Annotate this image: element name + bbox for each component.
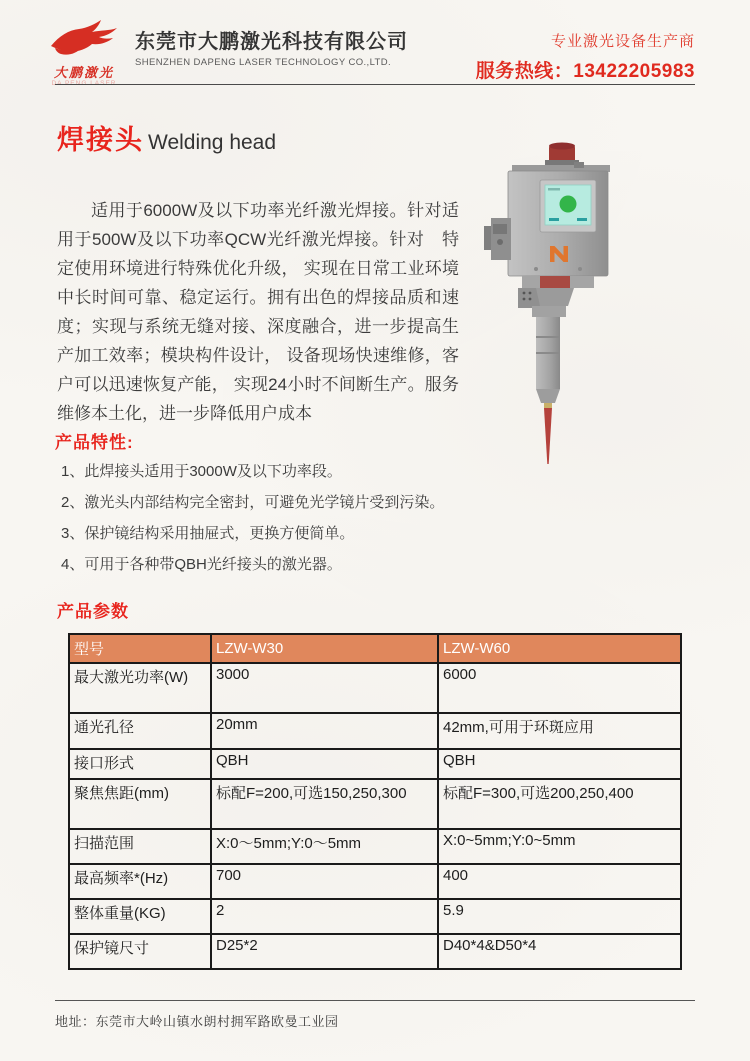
- welding-head-product-image: [470, 140, 670, 470]
- company-logo: [45, 20, 123, 88]
- table-row: [69, 779, 681, 829]
- table-cell: 3000: [211, 663, 438, 713]
- tagline: 专业激光设备生产商: [550, 33, 695, 50]
- table-cell: 20mm: [211, 713, 438, 749]
- red-band: [540, 276, 570, 288]
- eagle-logo-icon: [49, 20, 119, 60]
- table-header-cell: LZW-W60: [438, 634, 681, 663]
- feature-item: 1、此焊接头适用于3000W及以下功率段。: [61, 463, 342, 480]
- table-cell: 标配F=200,可选150,250,300: [211, 779, 438, 829]
- table-cell: 聚焦焦距(mm): [69, 779, 211, 829]
- table-cell: 42mm,可用于环斑应用: [438, 713, 681, 749]
- table-header-cell: 型号: [69, 634, 211, 663]
- company-name-cn: 东莞市大鹏激光科技有限公司: [135, 31, 408, 53]
- table-cell: 最高频率*(Hz): [69, 864, 211, 899]
- table-cell: 5.9: [438, 899, 681, 934]
- features-list: [55, 463, 485, 574]
- table-row: [69, 899, 681, 934]
- table-header-cell: LZW-W30: [211, 634, 438, 663]
- table-cell: 接口形式: [69, 749, 211, 779]
- header: [45, 18, 695, 88]
- feature-item: 4、可用于各种带QBH光纤接头的激光器。: [61, 556, 342, 573]
- table-cell: 扫描范围: [69, 829, 211, 864]
- header-divider: [55, 84, 695, 85]
- table-cell: 保护镜尺寸: [69, 934, 211, 969]
- service-hotline: [476, 56, 695, 83]
- table-cell: D25*2: [211, 934, 438, 969]
- table-cell: 2: [211, 899, 438, 934]
- table-cell: 标配F=300,可选200,250,400: [438, 779, 681, 829]
- table-row: [69, 663, 681, 713]
- company-name-block: [135, 30, 408, 68]
- table-cell: 整体重量(KG): [69, 899, 211, 934]
- page-title: [57, 118, 276, 157]
- table-row: [69, 934, 681, 969]
- company-name-en: SHENZHEN DAPENG LASER TECHNOLOGY CO.,LTD.: [135, 57, 392, 68]
- table-row: [69, 864, 681, 899]
- hotline-number: 13422205983: [573, 61, 695, 82]
- parameters-heading: 产品参数: [57, 602, 129, 621]
- logo-brand-cn: 大鹏激光: [53, 65, 114, 80]
- table-cell: 6000: [438, 663, 681, 713]
- table-cell: QBH: [438, 749, 681, 779]
- logo-brand-en: DA PENG LASER: [51, 80, 117, 87]
- table-cell: 最大激光功率(W): [69, 663, 211, 713]
- feature-item: 2、激光头内部结构完全密封，可避免光学镜片受到污染。: [61, 494, 445, 511]
- table-cell: 400: [438, 864, 681, 899]
- features-heading: 产品特性:: [55, 433, 134, 452]
- spec-table-header-row: [69, 634, 681, 663]
- table-row: [69, 829, 681, 864]
- spec-table: [68, 633, 682, 970]
- table-row: [69, 749, 681, 779]
- footer-address: 地址：东莞市大岭山镇水朗村拥军路欧曼工业园: [55, 1014, 339, 1029]
- table-cell: 700: [211, 864, 438, 899]
- contact-block: [476, 32, 695, 83]
- feature-item: 3、保护镜结构采用抽屉式，更换方便简单。: [61, 525, 355, 542]
- page-title-cn: 焊接头: [57, 125, 144, 155]
- needle-tip: [544, 408, 552, 464]
- screen-button: [560, 196, 577, 213]
- table-cell: X:0～5mm;Y:0～5mm: [211, 829, 438, 864]
- table-cell: D40*4&D50*4: [438, 934, 681, 969]
- footer-divider: [55, 1000, 695, 1001]
- page-title-en: Welding head: [148, 131, 277, 154]
- table-cell: X:0~5mm;Y:0~5mm: [438, 829, 681, 864]
- intro-paragraph: 适用于6000W及以下功率光纤激光焊接。针对适用于500W及以下功率QCW光纤激光焊接。针对 特定使用环境进行特殊优化升级， 实现在日常工业环境中长时间可靠、稳定运行。拥有出色的焊接品质和速度；实现与系统无缝对接、深度融合，进一步提高生产加工效率；模块构件设计， 设备现场快速维修，客户可以迅速恢复产能， 实现24小时不间断生产。服务维修本土化，进一步降低用户成本: [57, 201, 459, 423]
- table-cell: QBH: [211, 749, 438, 779]
- spec-table-body: [69, 663, 681, 969]
- features-section: [55, 428, 485, 587]
- table-row: [69, 713, 681, 749]
- table-cell: 通光孔径: [69, 713, 211, 749]
- hotline-label: 服务热线：: [475, 61, 574, 82]
